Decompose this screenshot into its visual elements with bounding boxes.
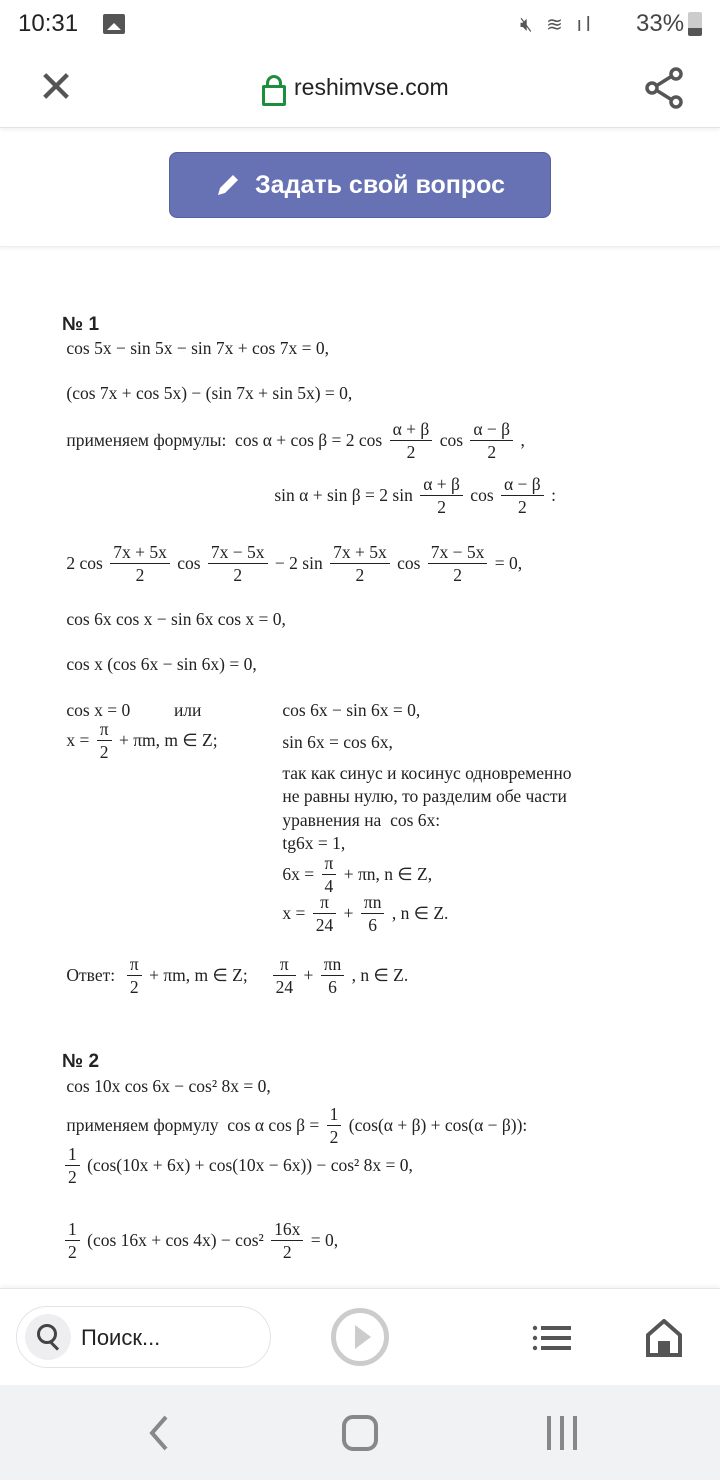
math-text: , n ∈ Z.: [347, 965, 413, 985]
numerator: 16x: [274, 1219, 301, 1239]
numerator: π: [129, 954, 139, 974]
fraction: [65, 1143, 80, 1188]
math-text: ,: [516, 430, 530, 450]
denominator: 24: [273, 975, 297, 998]
denominator: 6: [321, 975, 345, 998]
url-bar[interactable]: [262, 74, 449, 101]
denominator: 2: [271, 1240, 303, 1263]
fraction: [97, 718, 112, 763]
math-line: [278, 810, 445, 831]
play-icon[interactable]: [331, 1308, 389, 1366]
math-text: sin α + sin β = 2 sin: [270, 485, 418, 505]
fraction: [208, 541, 268, 586]
numerator: 7x − 5x: [210, 542, 265, 562]
numerator: π: [324, 853, 334, 873]
numerator: 1: [68, 1219, 77, 1239]
fraction: [470, 418, 513, 463]
math-text: cos: [435, 430, 468, 450]
math-text: (cos(10x + 6x) + cos(10x − 6x)) − cos² 8x = 0,: [82, 1155, 418, 1175]
denominator: 2: [65, 1165, 80, 1188]
math-text: cos: [465, 485, 498, 505]
status-bar: [0, 0, 720, 52]
denominator: 2: [428, 563, 488, 586]
problem-2-title: № 2: [62, 1051, 100, 1072]
math-line: [278, 833, 350, 854]
math-text: cos x (cos 6x − sin 6x) = 0,: [62, 654, 262, 674]
search-icon[interactable]: [25, 1314, 71, 1360]
math-text: + πn, n ∈ Z,: [339, 864, 437, 884]
math-line: [62, 718, 222, 763]
math-text: = 0,: [490, 553, 527, 573]
recent-apps-icon[interactable]: [544, 1413, 580, 1453]
search-input[interactable]: [16, 1306, 271, 1368]
back-icon[interactable]: [146, 1413, 172, 1453]
math-line: [278, 891, 453, 936]
battery-icon: [688, 12, 702, 36]
menu-list-icon[interactable]: [532, 1325, 572, 1351]
home-icon[interactable]: [646, 1319, 682, 1357]
math-text: +: [299, 965, 318, 985]
clock: 10:31: [18, 10, 79, 37]
fraction: [271, 1218, 303, 1263]
numerator: 1: [68, 1144, 77, 1164]
home-nav-icon[interactable]: [340, 1413, 380, 1453]
denominator: 2: [390, 440, 433, 463]
math-text: +: [339, 903, 358, 923]
math-text: cos 10x cos 6x − cos² 8x = 0,: [62, 1076, 276, 1096]
math-text: cos x = 0 или: [62, 700, 206, 720]
math-text: cos 5x − sin 5x − sin 7x + cos 7x = 0,: [62, 338, 334, 358]
math-line: [270, 473, 560, 518]
math-line: [278, 732, 397, 753]
fraction: [273, 953, 297, 998]
math-line: [278, 786, 571, 807]
denominator: 2: [327, 1125, 342, 1148]
math-text: − 2 sin: [270, 553, 328, 573]
numerator: π: [279, 954, 289, 974]
math-text: + πm, m ∈ Z;: [114, 730, 222, 750]
fraction: [420, 473, 463, 518]
numerator: 1: [329, 1104, 339, 1124]
numerator: α + β: [423, 474, 460, 494]
math-line: [62, 338, 333, 359]
close-icon[interactable]: ✕: [37, 63, 75, 112]
denominator: 6: [361, 913, 385, 936]
numerator: π: [320, 892, 329, 912]
ask-section: [0, 129, 720, 247]
math-line: [278, 763, 576, 784]
fraction: [321, 953, 345, 998]
math-text: Ответ:: [62, 965, 124, 985]
fraction: [327, 1103, 342, 1148]
fraction: [127, 953, 142, 998]
numerator: π: [99, 719, 109, 739]
math-text: (cos 7x + cos 5x) − (sin 7x + sin 5x) = 0,: [62, 383, 357, 403]
math-text: , n ∈ Z.: [387, 903, 453, 923]
fraction: [501, 473, 544, 518]
math-line: [62, 1218, 343, 1263]
mute-wifi-signal-icons: 🔇︎ ≋ ıl: [520, 14, 595, 36]
math-text: так как синус и косинус одновременно: [278, 763, 576, 783]
math-line: [62, 609, 290, 630]
math-text: (cos(α + β) + cos(α − β)):: [344, 1115, 532, 1135]
gallery-notification-icon: [103, 14, 125, 34]
numerator: πn: [363, 892, 382, 912]
ask-question-label: Задать свой вопрос: [255, 170, 505, 199]
math-text: (cos 16x + cos 4x) − cos²: [82, 1230, 269, 1250]
math-text: tg6x = 1,: [278, 833, 350, 853]
math-text: cos: [172, 553, 205, 573]
numerator: α + β: [392, 419, 430, 439]
math-text: = 0,: [306, 1230, 343, 1250]
answer-line: [62, 953, 413, 998]
math-text: 6x =: [278, 864, 319, 884]
denominator: 2: [501, 495, 544, 518]
math-line: [62, 383, 357, 404]
fraction: [361, 891, 385, 936]
math-line: [62, 1143, 417, 1188]
numerator: 7x − 5x: [430, 542, 485, 562]
numerator: πn: [323, 954, 342, 974]
fraction: [428, 541, 488, 586]
denominator: 24: [313, 913, 337, 936]
math-line: [278, 700, 425, 721]
math-text: 2 cos: [62, 553, 108, 573]
numerator: 7x + 5x: [333, 542, 387, 562]
math-line: [62, 541, 527, 586]
math-text: не равны нулю, то разделим обе части: [278, 786, 572, 806]
browser-toolbar: [0, 52, 720, 128]
fraction: [110, 541, 170, 586]
share-icon[interactable]: [644, 66, 684, 110]
denominator: 2: [97, 740, 112, 763]
denominator: 2: [127, 975, 142, 998]
fraction: [313, 891, 337, 936]
battery-percent: 33%: [636, 10, 685, 37]
denominator: 4: [322, 874, 337, 897]
math-line: [62, 1076, 275, 1097]
pencil-icon: [215, 172, 241, 198]
math-text: уравнения на cos 6x:: [278, 810, 445, 830]
math-line: [62, 654, 261, 675]
fraction: [330, 541, 390, 586]
denominator: 2: [330, 563, 390, 586]
fraction: [65, 1218, 80, 1263]
math-text: sin 6x = cos 6x,: [278, 732, 398, 752]
denominator: 2: [208, 563, 268, 586]
search-placeholder: Поиск...: [81, 1325, 161, 1350]
math-text: cos 6x cos x − sin 6x cos x = 0,: [62, 609, 291, 629]
math-text: x =: [62, 730, 94, 750]
math-text: x =: [278, 903, 310, 923]
math-text: применяем формулу cos α cos β =: [62, 1115, 324, 1135]
site-bottom-bar: [0, 1288, 720, 1385]
math-text: + πm, m ∈ Z;: [144, 965, 270, 985]
math-text: :: [546, 485, 561, 505]
denominator: 2: [110, 563, 170, 586]
math-text: применяем формулы: cos α + cos β = 2 cos: [62, 430, 387, 450]
lock-icon: [262, 75, 284, 101]
numerator: 7x + 5x: [113, 542, 167, 562]
math-text: cos: [392, 553, 425, 573]
ask-question-button[interactable]: [169, 152, 551, 218]
math-text: cos 6x − sin 6x = 0,: [278, 700, 425, 720]
numerator: α − β: [504, 474, 541, 494]
android-nav-bar: [0, 1385, 720, 1480]
numerator: α − β: [473, 419, 511, 439]
solution-content: [0, 248, 720, 1288]
problem-1-title: № 1: [62, 314, 100, 335]
url-text: reshimvse.com: [294, 74, 449, 100]
fraction: [390, 418, 433, 463]
denominator: 2: [470, 440, 513, 463]
denominator: 2: [65, 1240, 80, 1263]
math-line: [62, 418, 529, 463]
math-line: [62, 1103, 532, 1148]
denominator: 2: [420, 495, 463, 518]
